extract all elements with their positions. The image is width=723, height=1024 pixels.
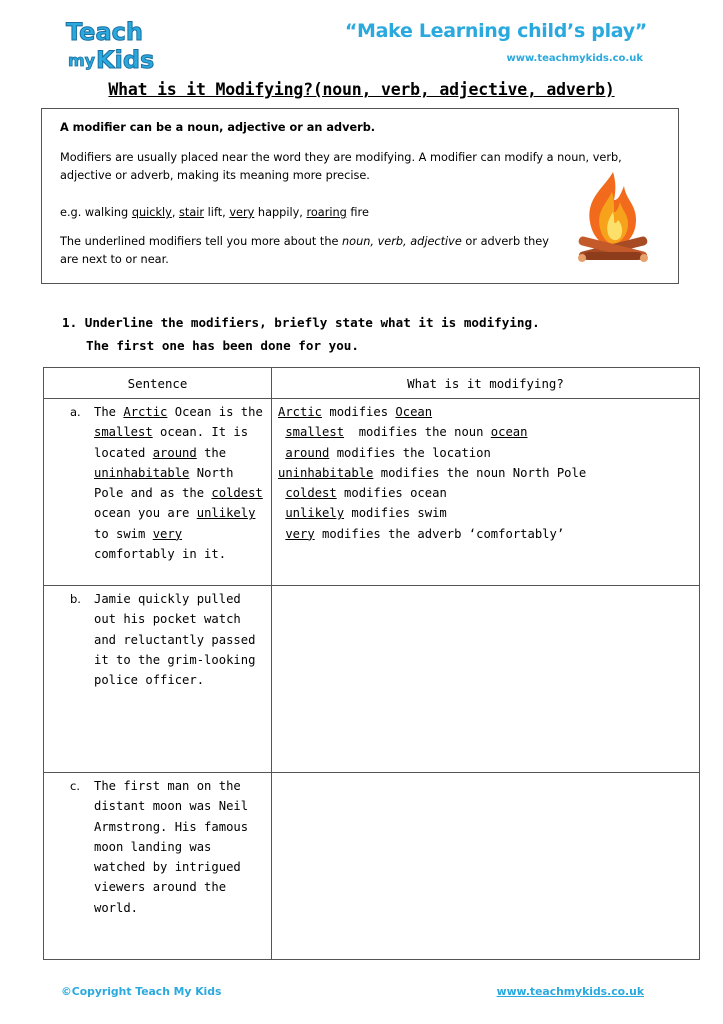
- header-modifying: What is it modifying?: [272, 368, 700, 399]
- svg-text:Teach: Teach: [66, 18, 143, 46]
- underlined-modifier: around: [152, 445, 197, 460]
- text-segment: the: [196, 445, 227, 460]
- header-sentence: Sentence: [44, 368, 272, 399]
- sentence-cell: [44, 773, 271, 918]
- answer-line: [278, 503, 699, 523]
- intro-note: The underlined modifiers tell you more about the noun, verb, adjective or adverb they are next to or near.: [60, 235, 549, 266]
- underlined-modifier: unlikely: [285, 506, 345, 521]
- campfire-illustration: [574, 170, 652, 270]
- tagline: “Make Learning child’s play”: [344, 20, 647, 42]
- answer-cell[interactable]: [272, 586, 699, 589]
- text-segment: modifies swim: [344, 506, 447, 521]
- sentence-text: [94, 405, 263, 561]
- sentence-cell: [44, 586, 271, 690]
- svg-text:my: my: [68, 51, 96, 70]
- row-letter: a.: [70, 405, 81, 419]
- question-line-2: The first one has been done for you.: [86, 338, 359, 353]
- underlined-modifier: Ocean: [395, 405, 433, 419]
- sentence-text: [94, 592, 255, 687]
- underlined-modifier: very: [152, 526, 183, 541]
- underlined-modifier: uninhabitable: [94, 465, 190, 480]
- text-segment: modifies the noun: [344, 425, 491, 440]
- text-segment: modifies ocean: [336, 486, 447, 501]
- underlined-modifier: ocean: [490, 425, 528, 440]
- text-segment: ocean you are: [94, 506, 197, 521]
- question-1: [62, 311, 540, 357]
- underlined-modifier: unlikely: [196, 506, 256, 521]
- underlined-modifier: Arctic: [123, 405, 168, 419]
- teach-my-kids-logo: [62, 14, 168, 74]
- worksheet-table: [43, 367, 700, 960]
- text-segment: ocean. It is located: [94, 425, 249, 460]
- sentence-cell: [44, 399, 271, 564]
- text-segment: modifies the noun North Pole: [373, 465, 587, 480]
- row-letter: c.: [70, 779, 80, 793]
- underlined-modifier: around: [285, 445, 330, 460]
- text-segment: modifies the adverb ‘comfortably’: [314, 526, 565, 541]
- underlined-modifier: coldest: [285, 486, 337, 501]
- intro-paragraph: Modifiers are usually placed near the word they are modifying. A modifier can modify a noun, verb, adjective or adverb, making its meaning more precise.: [60, 151, 622, 182]
- text-segment: The first man on the distant moon was Neil Armstrong. His famous moon landing was watched by intrigued viewers around the world.: [94, 779, 249, 915]
- svg-text:Kids: Kids: [96, 46, 155, 74]
- answer-line: [278, 524, 699, 544]
- answer-line: [278, 483, 699, 503]
- underlined-modifier: very: [285, 526, 315, 541]
- footer-url[interactable]: www.teachmykids.co.uk: [496, 985, 644, 998]
- underlined-modifier: smallest: [94, 425, 153, 440]
- page-title: What is it Modifying?(noun, verb, adjective, adverb): [108, 80, 615, 99]
- question-line-1: 1. Underline the modifiers, briefly state what it is modifying.: [62, 315, 540, 330]
- underlined-modifier: smallest: [285, 425, 345, 440]
- text-segment: modifies the location: [329, 445, 491, 460]
- answer-line: [278, 422, 699, 442]
- underlined-modifier: coldest: [211, 486, 263, 501]
- table-row: [44, 586, 700, 773]
- answer-line: [278, 443, 699, 463]
- text-segment: modifies: [322, 405, 396, 419]
- intro-example: e.g. walking quickly, stair lift, very happily, roaring fire: [60, 206, 369, 219]
- underlined-modifier: uninhabitable: [278, 465, 374, 480]
- table-row: [44, 773, 700, 960]
- table-row: [44, 399, 700, 586]
- text-segment: North Pole and as the: [94, 465, 234, 501]
- answer-line: [278, 402, 699, 422]
- text-segment: Jamie quickly pulled out his pocket watch and reluctantly passed it to the grim-looking police officer.: [94, 592, 256, 688]
- answer-line: [278, 463, 699, 483]
- row-letter: b.: [70, 592, 81, 606]
- text-segment: to swim: [94, 526, 153, 541]
- footer-copyright: ©Copyright Teach My Kids: [61, 985, 222, 998]
- answer-cell[interactable]: [272, 399, 699, 544]
- sentence-text: [94, 779, 248, 915]
- text-segment: The: [94, 405, 124, 419]
- site-url-top[interactable]: www.teachmykids.co.uk: [506, 53, 643, 64]
- text-segment: comfortably in it.: [94, 547, 227, 562]
- text-segment: Ocean is the: [167, 405, 263, 419]
- intro-heading: A modifier can be a noun, adjective or an adverb.: [60, 121, 376, 134]
- underlined-modifier: Arctic: [278, 405, 323, 419]
- answer-cell[interactable]: [272, 773, 699, 776]
